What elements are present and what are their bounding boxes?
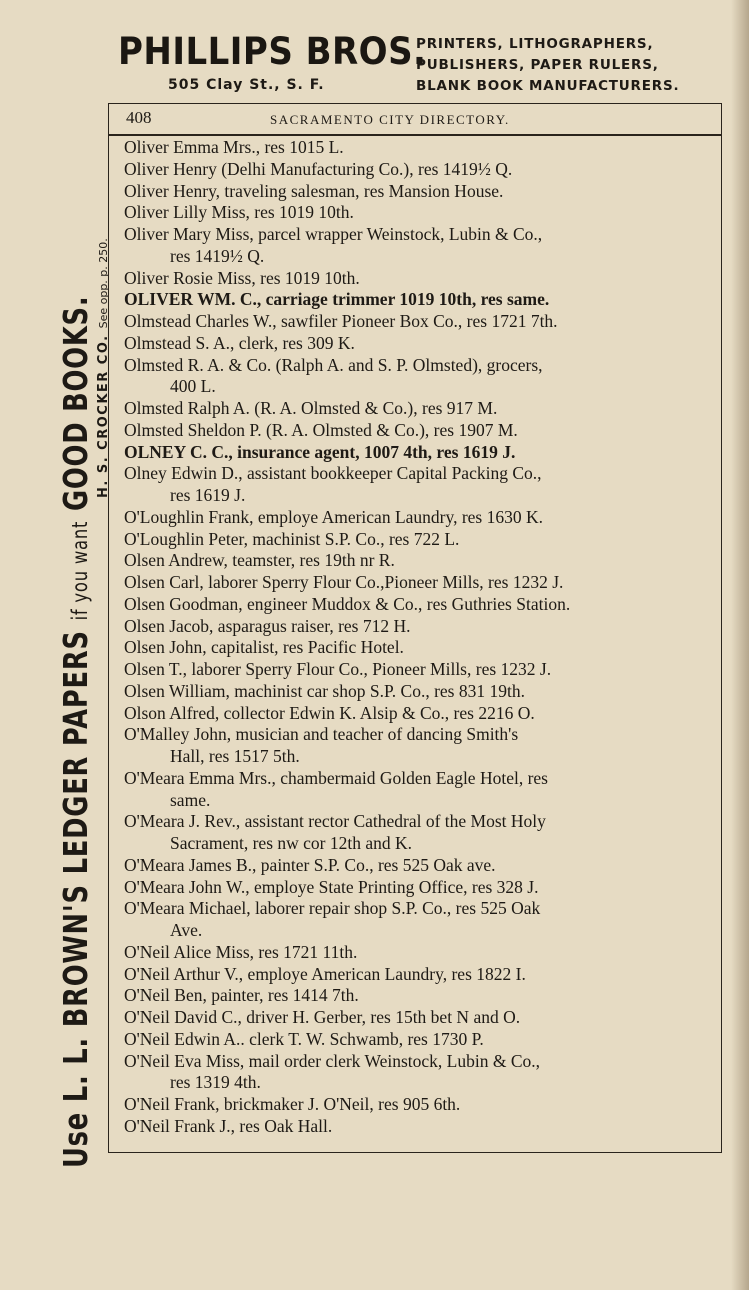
directory-entry: O'Neil Frank J., res Oak Hall. [124,1115,333,1136]
page-number: 408 [126,108,152,127]
directory-entries [124,137,716,1138]
directory-entry: O'Meara John W., employe State Printing Office, res 328 J. [124,876,539,897]
side-ad-note: See opp. p. 250. [97,238,110,329]
directory-entry: Olmstead S. A., clerk, res 309 K. [124,332,355,353]
directory-entry: Olsen Carl, laborer Sperry Flour Co.,Pioneer Mills, res 1232 J. [124,572,564,592]
directory-entry: O'Neil Alice Miss, res 1721 11th. [124,941,358,962]
services-line-1: PRINTERS, LITHOGRAPHERS, [416,36,654,52]
publisher-address: 505 Clay St., S. F. [168,77,325,93]
directory-entry: Oliver Henry, traveling salesman, res Mansion House. [124,180,504,201]
side-ad-main [56,296,95,1168]
directory-entry: O'Malley John, musician and teacher of dancing Smith's [124,724,519,745]
directory-entry: Olmsted Sheldon P. (R. A. Olmsted & Co.), res 1907 M. [124,419,518,440]
directory-entry: Olsen Jacob, asparagus raiser, res 712 H. [124,615,411,636]
directory-entry: Oliver Henry (Delhi Manufacturing Co.), res 1419½ Q. [124,158,513,179]
directory-entry: Olmsted Ralph A. (R. A. Olmsted & Co.), res 917 M. [124,398,498,418]
side-ad-small: if you want [68,520,92,621]
services-line-2: PUBLISHERS, PAPER RULERS, [416,57,659,73]
page-edge-shadow [731,0,749,1290]
directory-entry: Oliver Lilly Miss, res 1019 10th. [124,202,354,223]
directory-entry-continuation: res 1619 J. [170,485,246,505]
directory-entry: O'Meara Michael, laborer repair shop S.P. Co., res 525 Oak [124,898,541,919]
directory-entry: Olsen Andrew, teamster, res 19th nr R. [124,550,395,571]
directory-entry-continuation: 400 L. [170,376,216,397]
directory-entry: OLNEY C. C., insurance agent, 1007 4th, res 1619 J. [124,441,516,462]
directory-entry-continuation: Hall, res 1517 5th. [170,746,300,766]
directory-entry: O'Meara James B., painter S.P. Co., res 525 Oak ave. [124,854,496,875]
directory-entry: O'Loughlin Frank, employe American Laundry, res 1630 K. [124,506,544,527]
directory-entry: Olmstead Charles W., sawfiler Pioneer Box Co., res 1721 7th. [124,311,558,331]
directory-entry-continuation: Sacrament, res nw cor 12th and K. [170,833,413,853]
directory-entry: O'Neil David C., driver H. Gerber, res 15th bet N and O. [124,1007,521,1027]
directory-entry: O'Neil Eva Miss, mail order clerk Weinstock, Lubin & Co., [124,1050,541,1071]
header-rule [108,134,722,136]
directory-entry: O'Loughlin Peter, machinist S.P. Co., res 722 L. [124,528,460,549]
directory-entry: Olson Alfred, collector Edwin K. Alsip & Co., res 2216 O. [124,702,535,723]
directory-entry: O'Neil Frank, brickmaker J. O'Neil, res 905 6th. [124,1094,461,1114]
directory-entry: O'Neil Arthur V., employe American Laundry, res 1822 I. [124,963,526,984]
side-ad-company: H. S. CROCKER CO. [96,334,111,498]
side-ad-prefix: Use L. L. BROWN'S LEDGER PAPERS [56,630,95,1168]
directory-entry-continuation: res 1419½ Q. [170,245,265,266]
directory-entry: Olmsted R. A. & Co. (Ralph A. and S. P. Olmsted), grocers, [124,354,543,375]
directory-entry: OLIVER WM. C., carriage trimmer 1019 10th, res same. [124,289,550,310]
directory-entry: Olsen Goodman, engineer Muddox & Co., res Guthries Station. [124,593,571,614]
directory-entry: Olsen William, machinist car shop S.P. Co., res 831 19th. [124,680,525,701]
side-ad-suffix: GOOD BOOKS. [56,295,95,512]
services-line-3: BLANK BOOK MANUFACTURERS. [416,78,680,94]
directory-entry-continuation: same. [170,789,211,810]
directory-entry: O'Neil Ben, painter, res 1414 7th. [124,985,359,1006]
running-head: SACRAMENTO CITY DIRECTORY. [270,112,510,127]
directory-entry: Oliver Emma Mrs., res 1015 L. [124,137,344,157]
directory-entry: Olney Edwin D., assistant bookkeeper Capital Packing Co., [124,463,542,484]
directory-entry: O'Neil Edwin A.. clerk T. W. Schwamb, res 1730 P. [124,1028,484,1049]
publisher-name: PHILLIPS BROS. [118,30,427,73]
directory-entry: Oliver Rosie Miss, res 1019 10th. [124,267,360,288]
directory-entry: O'Meara J. Rev., assistant rector Cathedral of the Most Holy [124,811,546,832]
directory-entry: Olsen T., laborer Sperry Flour Co., Pioneer Mills, res 1232 J. [124,659,552,679]
directory-entry: Olsen John, capitalist, res Pacific Hotel. [124,637,404,658]
directory-entry-continuation: res 1319 4th. [170,1072,261,1093]
directory-entry: Oliver Mary Miss, parcel wrapper Weinstock, Lubin & Co., [124,224,543,244]
publisher-services [416,34,716,97]
directory-entry-continuation: Ave. [170,920,203,940]
directory-entry: O'Meara Emma Mrs., chambermaid Golden Eagle Hotel, res [124,767,548,788]
